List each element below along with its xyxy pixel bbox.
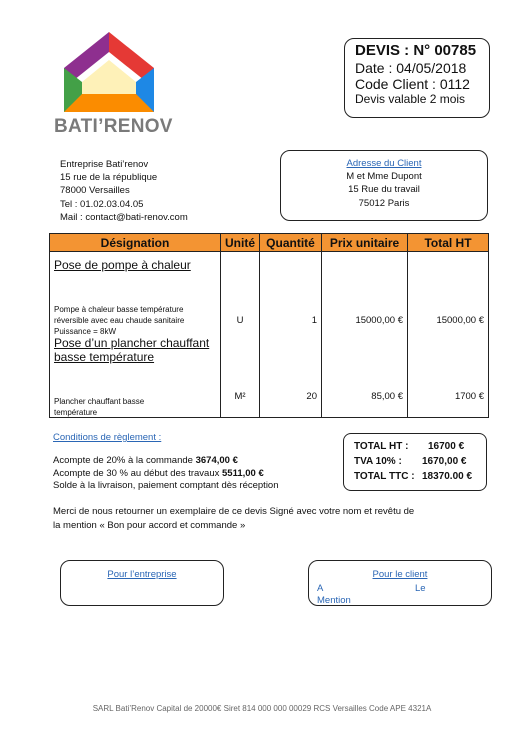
company-signature-box[interactable] (60, 560, 224, 606)
description-line: température (54, 408, 98, 417)
balance-line: Solde à la livraison, paiement comptant dès réception (53, 480, 279, 491)
heat-pump-description (54, 304, 222, 337)
section-floor-heating (54, 336, 222, 364)
client-address-box (280, 150, 488, 221)
instruction-line: Merci de nous retourner un exemplaire de ce devis Signé avec votre nom et revêtu de (53, 506, 415, 517)
description-line: Pompe à chaleur basse température (54, 305, 184, 314)
date-label: Le (415, 583, 426, 594)
section-title: basse température (54, 350, 155, 364)
quantity-cell (260, 252, 322, 418)
total-ht-cell (408, 252, 489, 418)
company-city: 78000 Versailles (60, 185, 130, 197)
unit-price-value: 15000,00 € (355, 315, 403, 326)
total-ttc-label: TOTAL TTC : (354, 471, 415, 482)
description-line: réversible avec eau chaude sanitaire (54, 316, 185, 325)
unit-price-value: 85,00 € (371, 391, 403, 402)
header-quantity: Quantité (260, 234, 322, 252)
deposit-line-1 (53, 455, 279, 468)
total-ht-value: 15000,00 € (436, 315, 484, 326)
description-line: Plancher chauffant basse (54, 397, 145, 406)
client-signature-link[interactable]: Pour le client (372, 569, 428, 580)
header-total-ht: Total HT (408, 234, 489, 252)
payment-conditions-link[interactable]: Conditions de règlement : (53, 432, 162, 443)
description-line: Puissance = 8kW (54, 327, 117, 336)
unit-value: U (236, 315, 244, 326)
quote-validity: Devis valable 2 mois (355, 92, 466, 106)
deposit-amount: 5511,00 € (222, 467, 264, 479)
legal-footer: SARL Bati’Renov Capital de 20000€ Siret 814 000 000 00029 RCS Versailles Code APE 4321A (92, 704, 432, 713)
header-unit-price: Prix unitaire (322, 234, 408, 252)
quote-date: Date : 04/05/2018 (355, 60, 467, 76)
deposit-line-2 (53, 468, 279, 481)
totals-box (343, 433, 487, 491)
company-name: Entreprise Bati’renov (60, 159, 149, 170)
company-address (60, 158, 188, 224)
deposit-amount: 3674,00 € (195, 455, 238, 466)
mention-label: Mention (317, 595, 351, 606)
total-ht-amount: 16700 € (428, 441, 465, 452)
tva-amount: 1670,00 € (422, 456, 467, 467)
floor-heating-description (54, 396, 222, 418)
header-designation: Désignation (50, 234, 221, 252)
company-signature-link[interactable]: Pour l’entreprise (107, 569, 177, 580)
client-city: 75012 Paris (358, 197, 410, 209)
deposit-text: Acompte de 30 % au début des travaux (53, 467, 222, 479)
section-title: Pose d’un plancher chauffant (54, 336, 210, 350)
quote-number: DEVIS : N° 00785 (355, 42, 477, 59)
client-street: 15 Rue du travail (348, 184, 420, 196)
section-heat-pump (54, 258, 222, 272)
company-street: 15 rue de la république (60, 172, 158, 184)
table-row (50, 252, 489, 418)
total-ht-label: TOTAL HT : (354, 441, 409, 452)
total-ttc-row (354, 469, 486, 484)
section-title: Pose de pompe à chaleur (54, 258, 191, 272)
total-ht-value: 1700 € (454, 391, 484, 402)
client-address-link[interactable]: Adresse du Client (346, 158, 422, 169)
return-instructions (53, 505, 473, 532)
client-code: Code Client : 0112 (355, 76, 470, 92)
house-logo-icon (60, 30, 158, 114)
total-ht-row (354, 439, 486, 454)
place-label: A (317, 583, 324, 594)
quantity-value: 1 (311, 315, 317, 326)
deposit-text: Acompte de 20% à la commande (53, 455, 196, 466)
client-name: M et Mme Dupont (346, 171, 422, 183)
payment-conditions (53, 455, 279, 493)
unit-cell (221, 252, 260, 418)
company-tel: Tel : 01.02.03.04.05 (60, 198, 144, 210)
quantity-value: 20 (306, 391, 317, 402)
tva-label: TVA 10% : (354, 456, 402, 467)
client-signature-box[interactable] (308, 560, 492, 606)
company-logo (54, 30, 174, 140)
logo-text: BATI’RENOV (54, 116, 173, 137)
unit-price-cell (322, 252, 408, 418)
instruction-line: la mention « Bon pour accord et commande » (53, 519, 246, 531)
table-header-row (50, 234, 489, 252)
header-unit: Unité (221, 234, 260, 252)
total-ttc-amount: 18370.00 € (422, 471, 473, 482)
tva-row (354, 454, 486, 469)
items-table (49, 233, 489, 418)
quote-info-box (344, 38, 490, 118)
unit-value: M² (234, 391, 246, 402)
designation-cell (50, 252, 221, 418)
company-mail: Mail : contact@bati-renov.com (60, 211, 188, 223)
